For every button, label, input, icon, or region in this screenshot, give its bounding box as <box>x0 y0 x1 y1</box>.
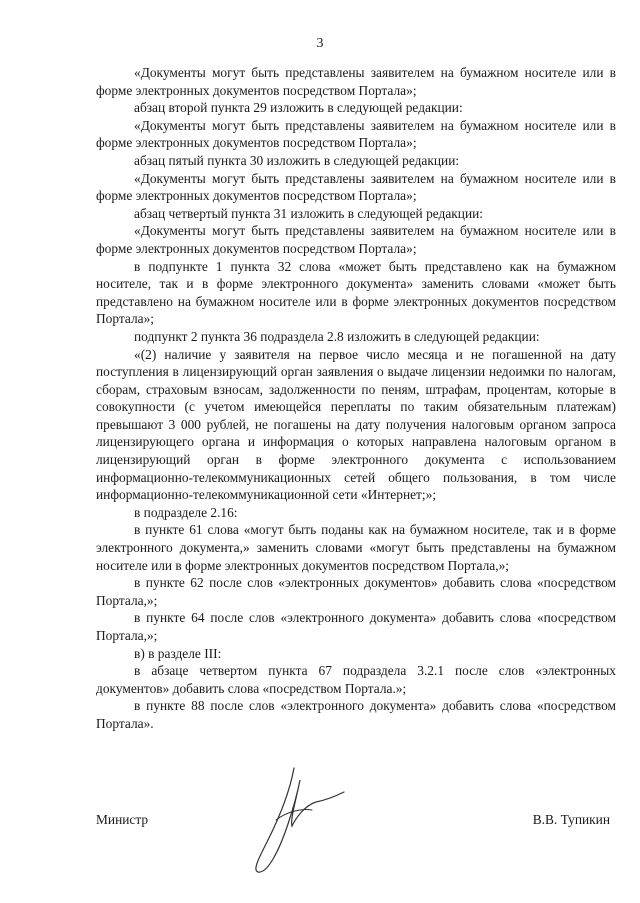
paragraph: в пункте 62 после слов «электронных документов» добавить слова «посредством Портала,»; <box>96 575 616 608</box>
paragraph: абзац пятый пункта 30 изложить в следующей редакции: <box>134 152 460 168</box>
paragraph: в) в разделе III: <box>134 645 222 661</box>
document-body <box>96 64 616 733</box>
handwritten-signature <box>246 760 346 880</box>
paragraph: «Документы могут быть представлены заявителем на бумажном носителе или в форме электронных документов посредством Портала»; <box>96 117 616 151</box>
paragraph: в подпункте 1 пункта 32 слова «может быть представлено как на бумажном носителе, так и в форме электронного документа» заменить словами «может быть представлено на бумажном носителе или в форме электронных документов посредством Портала»; <box>96 258 616 327</box>
paragraph: в пункте 61 слова «могут быть поданы как на бумажном носителе, так и в форме электронного документа,» заменить словами «могут быть представлены на бумажном носителе или в форме электронных документов посредством Портала,»; <box>96 522 616 573</box>
paragraph: в абзаце четвертом пункта 67 подраздела 3.2.1 после слов «электронных документов» добавить слова «посредством Портала.»; <box>96 663 616 696</box>
signer-title: Министр <box>96 812 149 827</box>
paragraph: «Документы могут быть представлены заявителем на бумажном носителе или в форме электронных документов посредством Портала»; <box>96 170 616 204</box>
paragraph: абзац второй пункта 29 изложить в следующей редакции: <box>134 100 463 116</box>
paragraph: в пункте 64 после слов «электронного документа» добавить слова «посредством Портала,»; <box>96 610 616 643</box>
paragraph: «Документы могут быть представлены заявителем на бумажном носителе или в форме электронных документов посредством Портала»; <box>96 223 616 256</box>
paragraph: в подразделе 2.16: <box>134 504 238 520</box>
paragraph: в пункте 88 после слов «электронного документа» добавить слова «посредством Портала». <box>96 698 616 731</box>
signer-name: В.В. Тупикин <box>532 812 610 827</box>
paragraph: подпункт 2 пункта 36 подраздела 2.8 изложить в следующей редакции: <box>134 328 540 344</box>
paragraph: абзац четвертый пункта 31 изложить в следующей редакции: <box>134 205 484 221</box>
page-number: 3 <box>316 36 324 51</box>
paragraph: «Документы могут быть представлены заявителем на бумажном носителе или в форме электронных документов посредством Портала»; <box>96 65 616 98</box>
paragraph: «(2) наличие у заявителя на первое число месяца и не погашенной на дату поступления в лицензирующий орган заявления о выдаче лицензии недоимки по налогам, сборам, страховым взносам, задолженности по пеням, штрафам, процентам, которые в совокупности (с учетом имеющейся переплаты по таким обязательным платежам) превышают 3 000 рублей, не погашены на дату получения налоговым органом запроса лицензирующего органа и информация о которых направлена налоговым органом в лицензирующий орган в форме электронного документа с использованием информационно-телекоммуникационных сетей общего пользования, в том числе информационно-телекоммуникационной сети «Интернет;»; <box>96 346 616 503</box>
